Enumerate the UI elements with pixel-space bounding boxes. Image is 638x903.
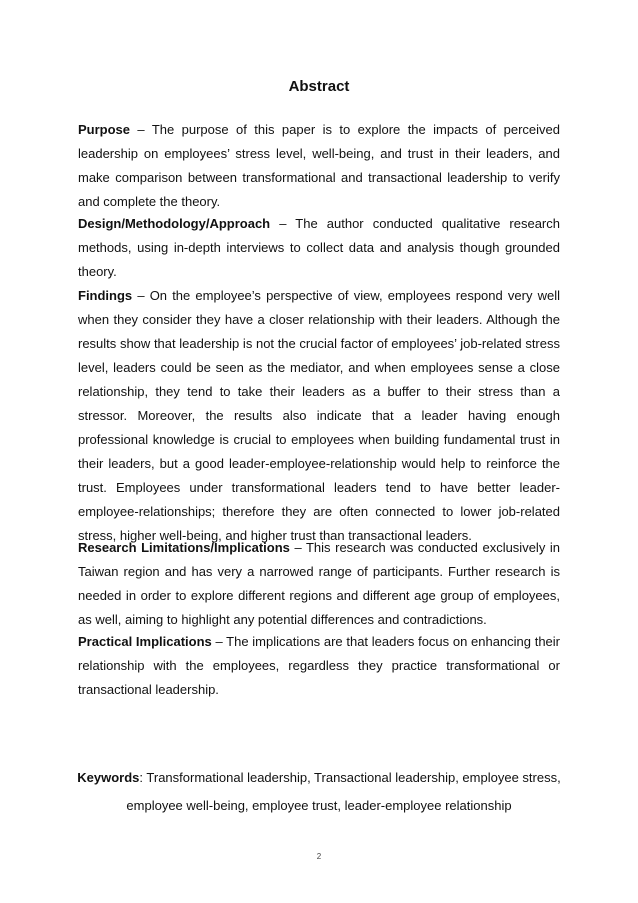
- practical-text: – The implications are that leaders focus on enhancing their relationship with the employees, regardless they practice transformational or transactional leadership.: [78, 634, 561, 697]
- design-heading: Design/Methodology/Approach: [78, 216, 271, 231]
- practical-paragraph: [78, 630, 560, 702]
- keywords-paragraph: [64, 764, 574, 820]
- page-number: 2: [316, 852, 322, 861]
- purpose-paragraph: [78, 118, 560, 214]
- findings-heading: Findings: [78, 288, 133, 303]
- design-text: – The author conducted qualitative research methods, using in-depth interviews to collect data and analysis though grounded theory.: [78, 216, 560, 279]
- limitations-paragraph: [78, 536, 560, 632]
- findings-text: – On the employee’s perspective of view, employees respond very well when they consider they have a closer relationship with their leaders. Although the results show that leadership is not the crucial factor of employees’ job-related stress level, leaders could be seen as the mediator, and when employees sense a close relationship, they tend to take their leaders as a buffer to their stress than a stressor. Moreover, the results also indicate that a leader having enough professional knowledge is crucial to employees when building fundamental trust in their leaders, but a good leader-employee-relationship would help to reinforce the trust. Employees under transformational leaders tend to have better leader-employee-relationships; therefore they are often connected to lower job-related stress, higher well-being, and higher trust than transactional leaders.: [78, 288, 560, 543]
- design-paragraph: [78, 212, 560, 284]
- purpose-text: – The purpose of this paper is to explore the impacts of perceived leadership on employees’ stress level, well-being, and trust in their leaders, and make comparison between transformational and transactional leadership to verify and complete the theory.: [78, 122, 560, 209]
- limitations-heading: Research Limitations/Implications: [78, 540, 290, 555]
- practical-heading: Practical Implications: [78, 634, 212, 649]
- keywords-heading: Keywords: [77, 770, 140, 785]
- limitations-text: – This research was conducted exclusively in Taiwan region and has very a narrowed range of participants. Further research is needed in order to explore different regions and different age group of employees, as well, aiming to highlight any potential differences and contradictions.: [78, 540, 560, 627]
- purpose-heading: Purpose: [78, 122, 131, 137]
- findings-paragraph: [78, 284, 560, 548]
- keywords-text: : Transformational leadership, Transactional leadership, employee stress, employee well-being, employee trust, leader-employee relationship: [126, 770, 561, 813]
- abstract-title: Abstract: [288, 78, 350, 95]
